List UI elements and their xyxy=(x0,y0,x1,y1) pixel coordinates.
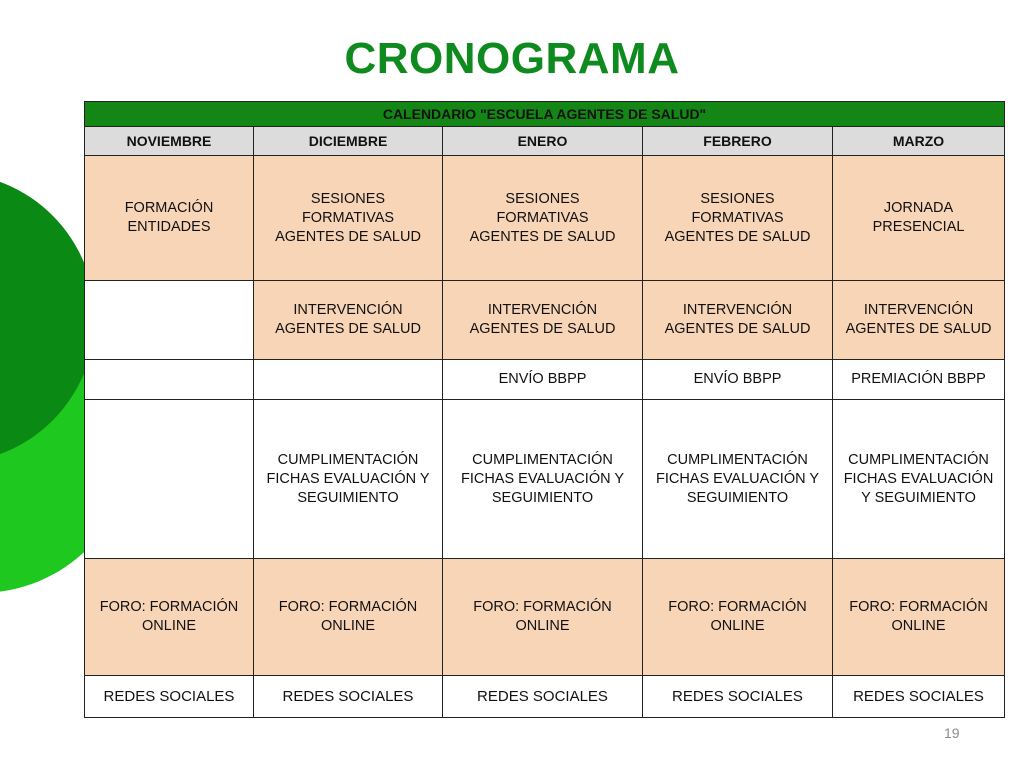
table-cell: SESIONES FORMATIVAS AGENTES DE SALUD xyxy=(443,156,643,281)
table-caption-row xyxy=(85,102,1005,127)
table-cell: PREMIACIÓN BBPP xyxy=(833,360,1005,400)
table-cell: INTERVENCIÓN AGENTES DE SALUD xyxy=(833,281,1005,360)
table-cell: REDES SOCIALES xyxy=(833,676,1005,718)
table-cell: REDES SOCIALES xyxy=(443,676,643,718)
table-cell: FORO: FORMACIÓN ONLINE xyxy=(254,559,443,676)
page-number: 19 xyxy=(944,725,960,741)
table-row xyxy=(85,281,1005,360)
header-febrero: FEBRERO xyxy=(643,127,833,156)
table-cell: ENVÍO BBPP xyxy=(643,360,833,400)
table-cell: REDES SOCIALES xyxy=(254,676,443,718)
table-row xyxy=(85,559,1005,676)
table-cell: SESIONES FORMATIVAS AGENTES DE SALUD xyxy=(643,156,833,281)
page-title: CRONOGRAMA xyxy=(344,34,680,83)
table-cell: INTERVENCIÓN AGENTES DE SALUD xyxy=(643,281,833,360)
table-caption: CALENDARIO "ESCUELA AGENTES DE SALUD" xyxy=(85,102,1005,127)
table-cell: FORO: FORMACIÓN ONLINE xyxy=(85,559,254,676)
table-cell xyxy=(85,360,254,400)
table-cell: CUMPLIMENTACIÓN FICHAS EVALUACIÓN Y SEGUIMIENTO xyxy=(254,400,443,559)
table-cell: FORO: FORMACIÓN ONLINE xyxy=(443,559,643,676)
table-cell: INTERVENCIÓN AGENTES DE SALUD xyxy=(443,281,643,360)
table-cell: CUMPLIMENTACIÓN FICHAS EVALUACIÓN Y SEGUIMIENTO xyxy=(443,400,643,559)
table-cell: FORO: FORMACIÓN ONLINE xyxy=(833,559,1005,676)
table-cell: REDES SOCIALES xyxy=(85,676,254,718)
schedule-table xyxy=(84,101,1005,718)
table-cell: JORNADA PRESENCIAL xyxy=(833,156,1005,281)
table-cell xyxy=(85,281,254,360)
table-cell: CUMPLIMENTACIÓN FICHAS EVALUACIÓN Y SEGUIMIENTO xyxy=(643,400,833,559)
header-diciembre: DICIEMBRE xyxy=(254,127,443,156)
table-row xyxy=(85,156,1005,281)
table-row xyxy=(85,676,1005,718)
table-row xyxy=(85,360,1005,400)
header-enero: ENERO xyxy=(443,127,643,156)
table-row xyxy=(85,400,1005,559)
header-noviembre: NOVIEMBRE xyxy=(85,127,254,156)
table-cell: FORMACIÓN ENTIDADES xyxy=(85,156,254,281)
table-cell xyxy=(85,400,254,559)
table-cell: FORO: FORMACIÓN ONLINE xyxy=(643,559,833,676)
table-cell xyxy=(254,360,443,400)
table-cell: ENVÍO BBPP xyxy=(443,360,643,400)
header-row xyxy=(85,127,1005,156)
table-cell: REDES SOCIALES xyxy=(643,676,833,718)
table-cell: CUMPLIMENTACIÓN FICHAS EVALUACIÓN Y SEGUIMIENTO xyxy=(833,400,1005,559)
header-marzo: MARZO xyxy=(833,127,1005,156)
table-cell: INTERVENCIÓN AGENTES DE SALUD xyxy=(254,281,443,360)
table-cell: SESIONES FORMATIVAS AGENTES DE SALUD xyxy=(254,156,443,281)
